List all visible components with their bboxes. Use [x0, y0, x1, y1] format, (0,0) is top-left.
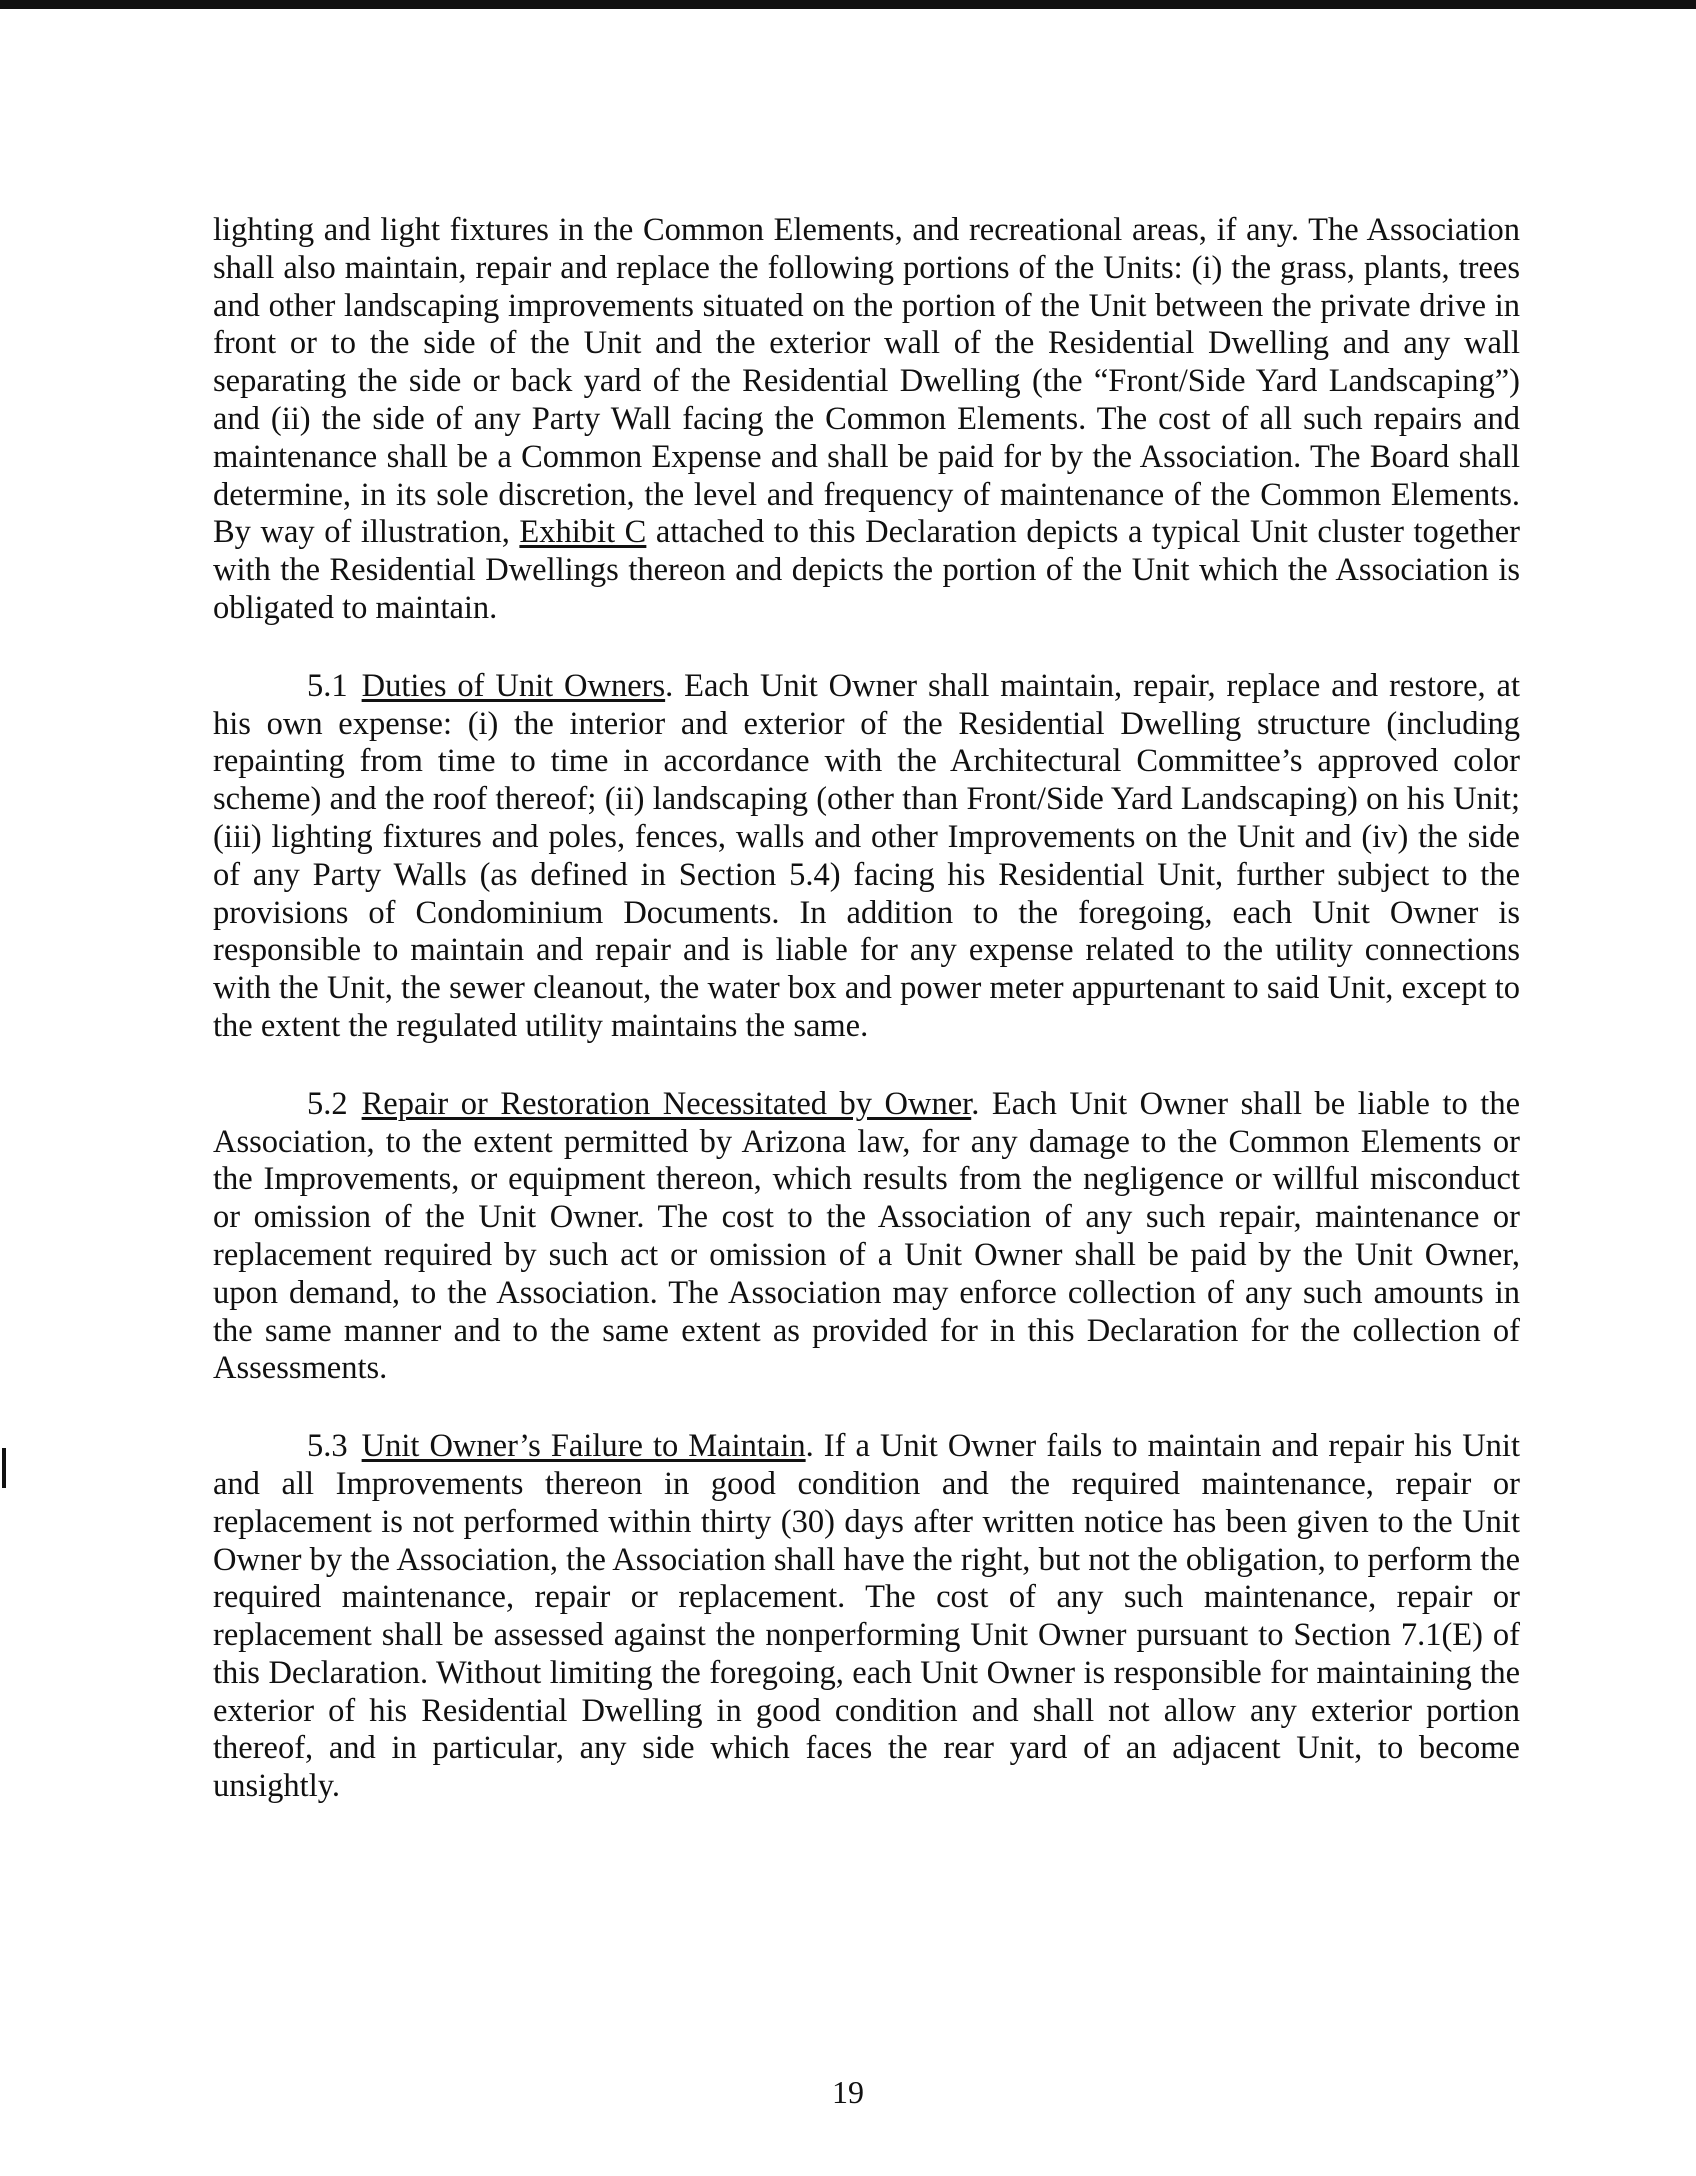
- exhibit-reference: Exhibit C: [519, 514, 647, 551]
- section-number: 5.3: [307, 1428, 348, 1465]
- section-5-3: [213, 1428, 1520, 1806]
- section-5-1: [213, 668, 1520, 1046]
- section-heading: Unit Owner’s Failure to Maintain: [361, 1428, 806, 1465]
- intro-text-b: attached to this Declaration depicts a typical Unit cluster together with the Residential Dwellings thereon and depicts the portion of the Unit which the Association is obligated to maintain.: [213, 514, 1521, 626]
- page-number: 19: [832, 2074, 864, 2110]
- section-body: . Each Unit Owner shall be liable to the Association, to the extent permitted by Arizona law, for any damage to the Common Elements or the Improvements, or equipment thereon, which results from the negligence or willful misconduct or omission of the Unit Owner. The cost to the Association of any such repair, maintenance or replacement required by such act or omission of a Unit Owner shall be paid by the Unit Owner, upon demand, to the Association. The Association may enforce collection of any such amounts in the same manner and to the same extent as provided for in this Declaration for the collection of Assessments.: [213, 1085, 1520, 1387]
- document-page: [213, 212, 1520, 1806]
- section-number: 5.2: [307, 1085, 348, 1122]
- section-heading: Repair or Restoration Necessitated by Owner: [361, 1085, 972, 1122]
- scan-edge-mark: [2, 1448, 6, 1488]
- intro-text-a: lighting and light fixtures in the Common Elements, and recreational areas, if any. The Association shall also maintain, repair and replace the following portions of the Units: (i) the grass, plants, trees and other landscaping improvements situated on the portion of the Unit between the private drive in front or to the side of the Unit and the exterior wall of the Residential Dwelling and any wall separating the side or back yard of the Residential Dwelling (the “Front/Side Yard Landscaping”) and (ii) the side of any Party Wall facing the Common Elements. The cost of all such repairs and maintenance shall be a Common Expense and shall be paid for by the Association. The Board shall determine, in its sole discretion, the level and frequency of maintenance of the Common Elements. By way of illustration,: [213, 212, 1520, 551]
- section-heading: Duties of Unit Owners: [361, 667, 666, 704]
- intro-paragraph: [213, 212, 1520, 628]
- scan-edge-top: [0, 0, 1696, 9]
- section-body: . Each Unit Owner shall maintain, repair, replace and restore, at his own expense: (i) the interior and exterior of the Residential Dwelling structure (including repainting from time to time in accordance with the Architectural Committee’s approved color scheme) and the roof thereof; (ii) landscaping (other than Front/Side Yard Landscaping) on his Unit; (iii) lighting fixtures and poles, fences, walls and other Improvements on the Unit and (iv) the side of any Party Walls (as defined in Section 5.4) facing his Residential Unit, further subject to the provisions of Condominium Documents. In addition to the foregoing, each Unit Owner is responsible to maintain and repair and is liable for any expense related to the utility connections with the Unit, the sewer cleanout, the water box and power meter appurtenant to said Unit, except to the extent the regulated utility maintains the same.: [213, 667, 1520, 1044]
- section-number: 5.1: [307, 667, 348, 704]
- section-body: . If a Unit Owner fails to maintain and repair his Unit and all Improvements thereon in good condition and the required maintenance, repair or replacement is not performed within thirty (30) days after written notice has been given to the Unit Owner by the Association, the Association shall have the right, but not the obligation, to perform the required maintenance, repair or replacement. The cost of any such maintenance, repair or replacement shall be assessed against the nonperforming Unit Owner pursuant to Section 7.1(E) of this Declaration. Without limiting the foregoing, each Unit Owner is responsible for maintaining the exterior of his Residential Dwelling in good condition and shall not allow any exterior portion thereof, and in particular, any side which faces the rear yard of an adjacent Unit, to become unsightly.: [213, 1428, 1520, 1805]
- section-5-2: [213, 1086, 1520, 1388]
